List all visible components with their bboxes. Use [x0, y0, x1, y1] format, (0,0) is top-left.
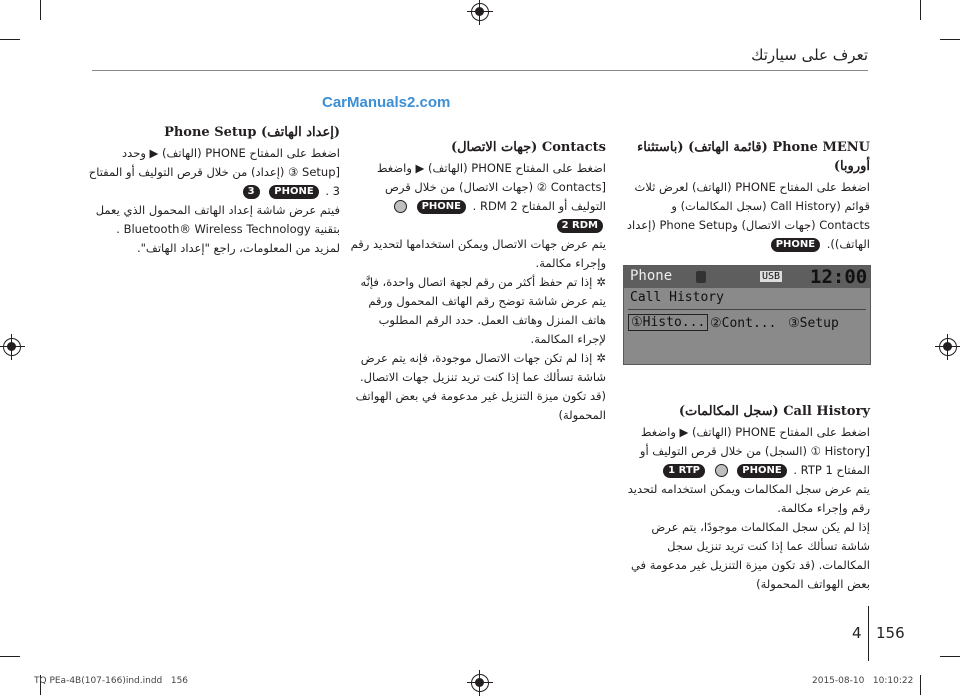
tune-knob-icon	[394, 200, 407, 213]
bullet-item: ✲إذا لم تكن جهات الاتصال موجودة، فإنه يتم عرض شاشة تسألك عما إذا كنت تريد تنزيل جهات الاتصال. (قد تكون ميزة التنزيل غير مدعومة في بعض الهواتف المحمولة)	[355, 351, 606, 422]
column-phone-setup	[88, 123, 340, 258]
crop-mark	[920, 0, 921, 20]
digit-3-key-icon: 3	[243, 185, 260, 199]
footer-date: 2015-08-10 10:10:22	[812, 676, 914, 686]
paragraph: اضغط على المفتاح PHONE (الهاتف) لعرض ثلاث قوائم (Call History (سجل المكالمات) و Contacts (جهات الاتصال) وPhone Setup (إعداد الهاتف)). PHONE	[626, 180, 870, 251]
crop-mark	[40, 0, 41, 20]
paragraph: اضغط على المفتاح PHONE (الهاتف) ▶ واضغط [History ① (السجل) من خلال قرص التوليف أو المفتاح 1 RTP . PHONE 1 RTP	[639, 425, 870, 477]
paragraph: يتم عرض سجل المكالمات ويمكن استخدامه لتحديد رقم وإجراء مكالمة.	[627, 482, 870, 515]
rtp-key-icon: 1 RTP	[663, 464, 705, 478]
crop-mark	[0, 656, 20, 657]
paragraph: اضغط على المفتاح PHONE (الهاتف) ▶ واضغط [Contacts ② (جهات الاتصال) من خلال قرص التوليف أو المفتاح 2 RDM . PHONE 2 RDM	[376, 161, 606, 231]
paragraph: اضغط على المفتاح PHONE (الهاتف) ▶ وحدد [Setup ③ (إعداد) من خلال قرص التوليف أو المفتاح 3 . PHONE 3	[88, 146, 340, 198]
registration-mark-icon	[3, 338, 21, 356]
page-number: 156	[876, 624, 905, 642]
usb-badge: USB	[762, 271, 781, 282]
screen-clock: 12:00	[810, 266, 868, 288]
phone-key-icon: PHONE	[417, 200, 466, 214]
header-rule	[92, 70, 868, 71]
registration-mark-icon	[939, 338, 957, 356]
heading-call-history: Call History (سجل المكالمات)	[678, 404, 870, 419]
screen-title: Phone	[630, 268, 673, 284]
asterisk-icon: ✲	[596, 275, 606, 289]
screen-divider	[628, 309, 866, 310]
screen-menu-setup: ③Setup	[788, 316, 839, 331]
asterisk-icon: ✲	[596, 351, 606, 365]
tune-knob-icon	[715, 464, 728, 477]
crop-mark	[0, 39, 20, 40]
section-title: تعرف على سيارتك	[751, 46, 868, 64]
paragraph: إذا لم يكن سجل المكالمات موجودًا، يتم عرض شاشة تسألك عما إذا كنت تريد تنزيل سجل المكالمات. (قد تكون ميزة التنزيل غير مدعومة في بعض الهواتف المحمولة)	[630, 520, 870, 591]
crop-mark	[940, 39, 960, 40]
footer-filename: TQ PEa-4B(107-166)ind.indd 156	[34, 676, 189, 686]
bluetooth-icon	[696, 271, 706, 283]
phone-key-icon: PHONE	[737, 464, 786, 478]
screen-menu-history: ①Histo...	[628, 314, 708, 331]
column-phone-menu	[624, 138, 870, 254]
phone-key-icon: PHONE	[269, 185, 318, 199]
page-number-divider	[868, 606, 869, 661]
watermark: CarManuals2.com	[322, 94, 451, 111]
rdm-key-icon: 2 RDM	[557, 219, 603, 233]
heading-contacts: Contacts (جهات الاتصال)	[450, 140, 606, 155]
head-unit-screen	[623, 265, 871, 365]
chapter-number: 4	[852, 624, 862, 642]
heading-phone-menu: Phone MENU (قائمة الهاتف) (باستثناء أوروبا)	[637, 140, 870, 174]
registration-mark-icon	[471, 3, 489, 21]
screen-item: Call History	[630, 290, 724, 305]
column-call-history	[624, 402, 870, 594]
column-contacts	[350, 138, 606, 425]
paragraph: فيتم عرض شاشة إعداد الهاتف المحمول الذي يعمل بتقنية Bluetooth® Wireless Technology . لمزيد من المعلومات، راجع "إعداد الهاتف".	[95, 203, 340, 255]
crop-mark	[920, 675, 921, 695]
bullet-item: ✲إذا تم حفظ أكثر من رقم لجهة اتصال واحدة، فإنَّه يتم عرض شاشة توضح رقم الهاتف المحمول ورقم هاتف المنزل وهاتف العمل. حدد الرقم المطلوب لإجراء المكالمة.	[360, 275, 606, 346]
crop-mark	[940, 656, 960, 657]
screen-menu-contacts: ②Cont...	[710, 316, 777, 331]
paragraph: يتم عرض جهات الاتصال ويمكن استخدامها لتحديد رقم وإجراء مكالمة.	[350, 237, 606, 270]
registration-mark-icon	[471, 674, 489, 692]
phone-key-icon: PHONE	[771, 238, 820, 252]
heading-phone-setup: (إعداد الهاتف) Phone Setup	[164, 125, 340, 140]
